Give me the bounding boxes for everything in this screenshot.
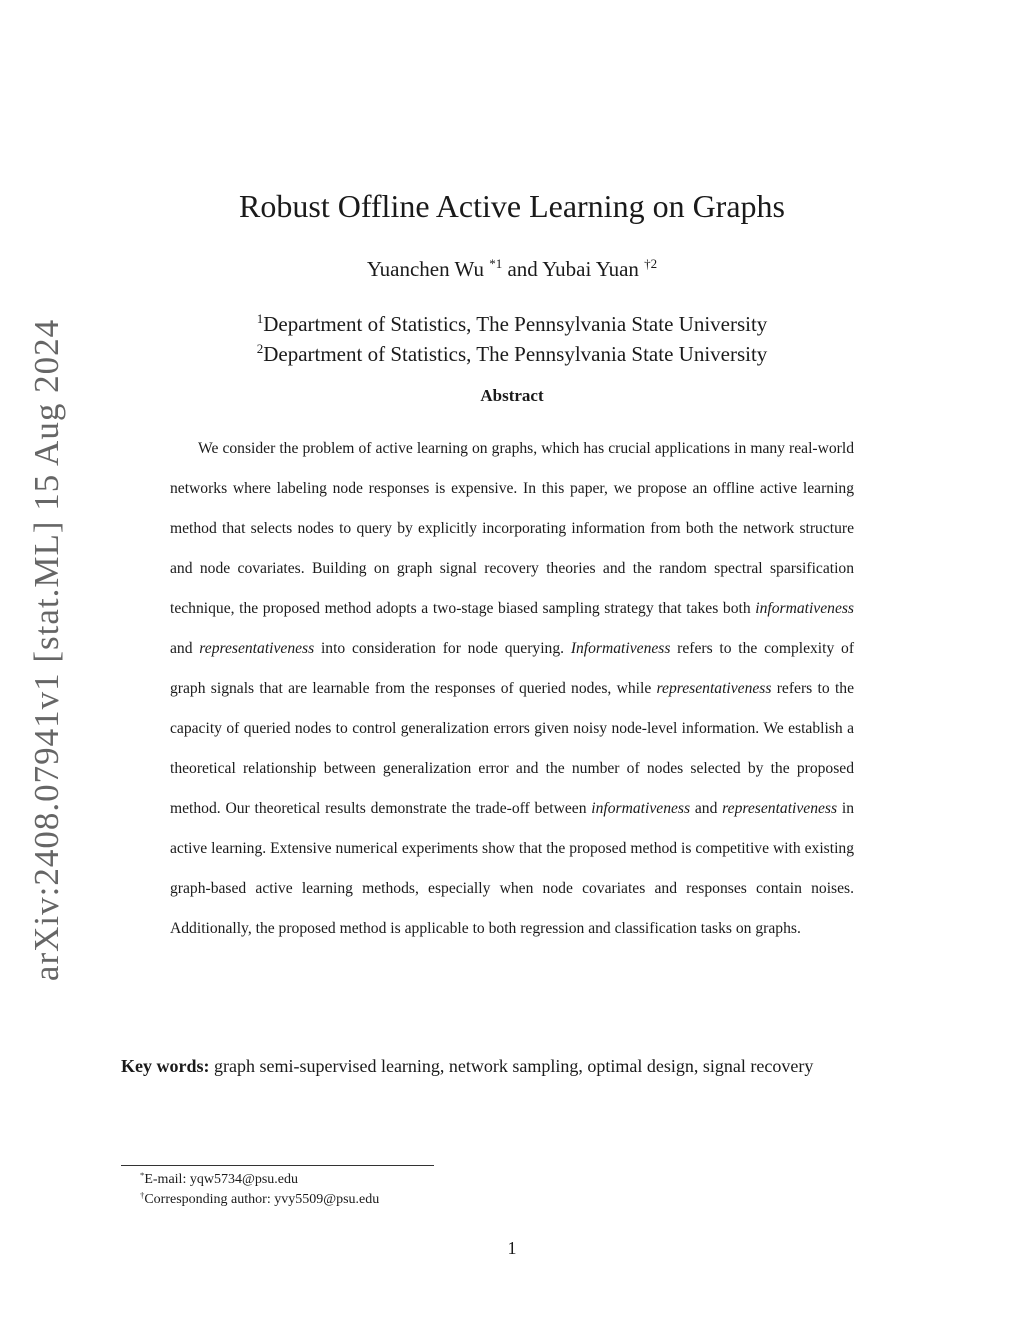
author-name: Yubai Yuan bbox=[542, 257, 639, 281]
abstract-paragraph bbox=[170, 429, 854, 949]
affiliation-text: Department of Statistics, The Pennsylvania State University bbox=[263, 312, 768, 336]
abstract-term: informativeness bbox=[591, 800, 691, 817]
footnote-divider bbox=[121, 1165, 434, 1166]
arxiv-identifier: arXiv:2408.07941v1 [stat.ML] 15 Aug 2024 bbox=[27, 318, 66, 982]
abstract-term: Informativeness bbox=[570, 640, 671, 657]
abstract-term: representativeness bbox=[656, 680, 772, 697]
author-conjunction: and bbox=[507, 257, 538, 281]
footnote-text: E-mail: yqw5734@psu.edu bbox=[144, 1172, 298, 1187]
keywords-text: graph semi-supervised learning, network sampling, optimal design, signal recovery bbox=[214, 1056, 814, 1076]
abstract-heading: Abstract bbox=[480, 386, 544, 405]
keywords-label: Key words: bbox=[121, 1056, 210, 1076]
affiliation-number: 1 bbox=[256, 311, 264, 327]
footnote-mark: * bbox=[140, 1169, 145, 1180]
abstract-text: and bbox=[690, 800, 723, 817]
abstract-term: informativeness bbox=[755, 600, 854, 617]
footnote bbox=[140, 1190, 379, 1210]
abstract-term: representativeness bbox=[722, 800, 838, 817]
affiliation-text: Department of Statistics, The Pennsylvania State University bbox=[263, 342, 768, 366]
footnote bbox=[140, 1170, 379, 1190]
abstract-text: into consideration for node querying. bbox=[314, 640, 571, 657]
footnotes bbox=[140, 1170, 379, 1210]
abstract-text: refers to the capacity of queried nodes to control generalization errors given noisy node-level information. We establish a theoretical relationship between generalization error and the number of nodes selected by the proposed method. Our theoretical results demonstrate the trade-off between bbox=[170, 680, 854, 817]
affiliation bbox=[0, 309, 1024, 339]
page-number: 1 bbox=[507, 1238, 517, 1258]
abstract-term: representativeness bbox=[199, 640, 315, 657]
abstract-text: in active learning. Extensive numerical experiments show that the proposed method is competitive with existing graph-based active learning methods, especially when node covariates and responses contain noises. Additionally, the proposed method is applicable to both regression and classification tasks on graphs. bbox=[170, 800, 855, 937]
author-line bbox=[0, 257, 1024, 282]
keywords bbox=[121, 1056, 921, 1077]
abstract-text: We consider the problem of active learning on graphs, which has crucial applications in many real-world networks where labeling node responses is expensive. In this paper, we propose an offline active learning method that selects nodes to query by explicitly incorporating information from both the network structure and node covariates. Building on graph signal recovery theories and the random spectral sparsification technique, the proposed method adopts a two-stage biased sampling strategy that takes both bbox=[170, 440, 854, 617]
author-mark: †2 bbox=[644, 256, 658, 272]
footnote-mark: † bbox=[140, 1189, 145, 1200]
affiliation-number: 2 bbox=[256, 341, 264, 357]
affiliations bbox=[0, 309, 1024, 369]
paper-title: Robust Offline Active Learning on Graphs bbox=[239, 188, 785, 224]
author-mark: *1 bbox=[489, 256, 503, 272]
author-name: Yuanchen Wu bbox=[366, 257, 484, 281]
footnote-text: Corresponding author: yvy5509@psu.edu bbox=[144, 1192, 380, 1207]
affiliation bbox=[0, 339, 1024, 369]
abstract-text: refers to the complexity of graph signals that are learnable from the responses of queried nodes, while bbox=[170, 640, 855, 697]
abstract-body bbox=[170, 429, 854, 949]
abstract-text: and bbox=[170, 640, 200, 657]
